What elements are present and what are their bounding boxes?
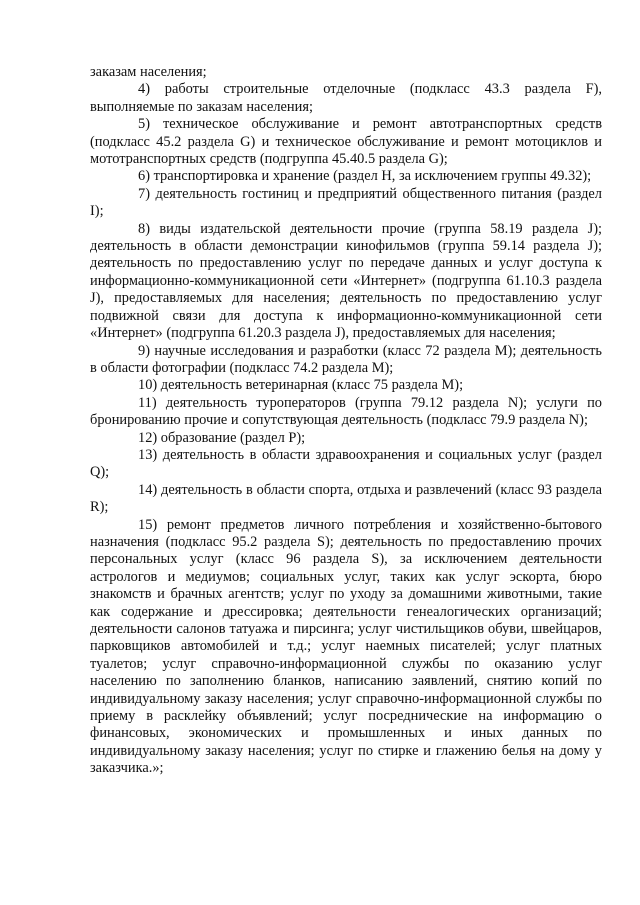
list-item-10: 10) деятельность ветеринарная (класс 75 раздела M); [138, 377, 464, 394]
list-item-7: 7) деятельность гостиниц и предприятий общественного питания (раздел I); [90, 185, 602, 220]
list-item-15: 15) ремонт предметов личного потребления и хозяйственно-бытового назначения (подкласс 95.2 раздела S); деятельность по предоставлению прочих персональных услуг (класс 96 раздела S), за исключением деятельности астрологов и медиумов; социальных услуг, таких как услуг эскорта, бюро знакомств и брачных агентств; услуг по уходу за домашними животными, такие как содержание и дрессировка; деятельности генеалогических организаций; деятельности салонов татуажа и пирсинга; услуг чистильщиков обуви, швейцаров, парковщиков автомобилей и т.д.; услуг наемных писателей; услуг платных туалетов; услуг справочно-информационной службы по оказанию услуг населению по заполнению бланков, написанию заявлений, снятию копий по индивидуальному заказу населения; услуг справочно-информационной службы по приему в расклейку объявлений; услуг посреднические на информацию о финансовых, экономических и промышленных и иных данных по индивидуальному заказу населения; услуг по стирке и глажению белья на дому у заказчика.»; [90, 516, 602, 777]
list-item-6: 6) транспортировка и хранение (раздел H, за исключением группы 49.32); [138, 168, 592, 185]
document-page [90, 64, 602, 778]
list-item-14: 14) деятельность в области спорта, отдыха и развлечений (класс 93 раздела R); [90, 481, 602, 516]
list-item-9: 9) научные исследования и разработки (класс 72 раздела M); деятельность в области фотографии (подкласс 74.2 раздела M); [90, 342, 602, 376]
list-item-13: 13) деятельность в области здравоохранения и социальных услуг (раздел Q); [90, 446, 602, 481]
paragraph-continuation: заказам населения; [90, 64, 207, 80]
list-item-5: 5) техническое обслуживание и ремонт автотранспортных средств (подкласс 45.2 раздела G) и техническое обслуживание и ремонт мотоциклов и мототранспортных средств (подгруппа 45.40.5 раздела G); [90, 116, 602, 168]
list-item-11: 11) деятельность туроператоров (группа 79.12 раздела N); услуги по бронированию прочие и сопутствующая деятельность (подкласс 79.9 раздела N); [90, 394, 602, 429]
list-item-12: 12) образование (раздел P); [138, 429, 306, 446]
list-item-8: 8) виды издательской деятельности прочие (группа 58.19 раздела J); деятельность в области демонстрации кинофильмов (группа 59.14 раздела J); деятельность по предоставлению услуг по передаче данных и услуг доступа к информационно-коммуникационной сети «Интернет» (подгруппа 61.10.3 раздела J), предоставляемых для населения; деятельность по предоставлению услуг подвижной связи для доступа к информационно-коммуникационной сети «Интернет» (подгруппа 61.20.3 раздела J), предоставляемых для населения; [90, 220, 602, 342]
list-item-4: 4) работы строительные отделочные (подкласс 43.3 раздела F), выполняемые по заказам населения; [90, 81, 602, 115]
